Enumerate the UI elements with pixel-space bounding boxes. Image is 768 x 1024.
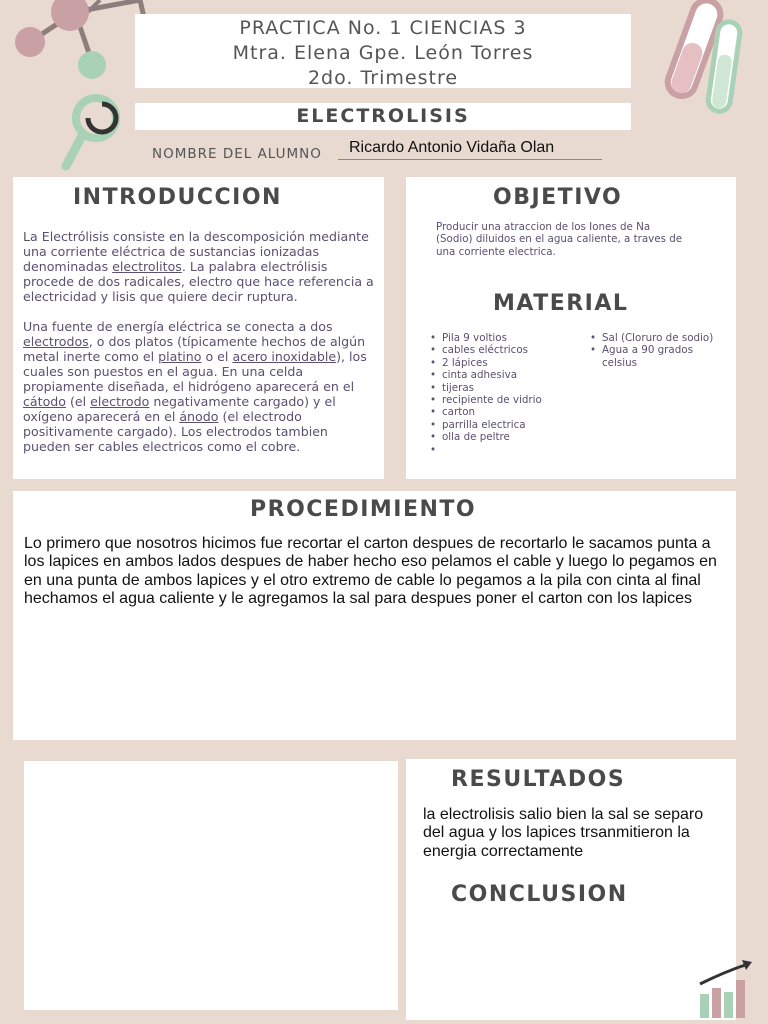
header-line-2: Mtra. Elena Gpe. León Torres: [232, 42, 534, 64]
header-box: [135, 14, 631, 88]
material-item: • tijeras: [430, 382, 542, 394]
material-item: • carton: [430, 406, 542, 418]
intro-card: [13, 177, 384, 479]
intro-paragraph-1: La Electrólisis consiste en la descomposición mediante una corriente eléctrica de sustancias ionizadas denominadas electrolitos. La palabra electrólisis procede de dos radicales, electro que hace referencia a electricidad y lisis que quiere decir ruptura.: [23, 229, 374, 304]
material-heading: MATERIAL: [493, 291, 629, 316]
empty-image-card: [24, 761, 398, 1010]
material-item: • Sal (Cloruro de sodio): [590, 332, 713, 344]
material-list-1: [430, 332, 542, 444]
student-name-label: NOMBRE DEL ALUMNO: [152, 146, 322, 162]
link-acero-inoxidable[interactable]: acero inoxidable: [232, 349, 337, 364]
procedure-heading: PROCEDIMIENTO: [250, 497, 477, 522]
results-conclusion-card: [406, 759, 736, 1020]
student-name-underline: [338, 159, 602, 160]
material-item: • olla de peltre: [430, 431, 542, 443]
objective-heading: OBJETIVO: [493, 185, 623, 210]
link-anodo[interactable]: ánodo: [179, 409, 219, 424]
results-heading: RESULTADOS: [451, 767, 626, 792]
material-item: • 2 lápices: [430, 357, 542, 369]
student-name-value: Ricardo Antonio Vidaña Olan: [349, 139, 555, 156]
link-catodo[interactable]: cátodo: [23, 394, 66, 409]
link-electrodo[interactable]: electrodo: [90, 394, 150, 409]
conclusion-heading: CONCLUSION: [451, 882, 628, 907]
intro-paragraph-2: Una fuente de energía eléctrica se conecta a dos electrodos, o dos platos (típicamente hechos de algún metal inerte como el platino o el acero inoxidable), los cuales son puestos en el agua. En una celda propiamente diseñada, el hidrógeno aparecerá en el cátodo (el electrodo negativamente cargado) y el oxígeno aparecerá en el ánodo (el electrodo positivamente cargado). Los electrodos tambien pueden ser cables electricos como el cobre.: [23, 319, 367, 454]
material-list-2: [590, 332, 713, 369]
objective-text: Producir una atraccion de los Iones de Na (Sodio) diluidos en el agua caliente, a traves de una corriente electrica.: [436, 221, 683, 258]
material-item: • cinta adhesiva: [430, 369, 542, 381]
procedure-text: Lo primero que nosotros hicimos fue recortar el carton despues de recortarlo le sacamos punta a los lapices en ambos lados despues de haber hecho eso pelamos el cable y luego lo pegamos en en una punta de ambos lapices y el otro extremo de cable lo pegamos a la pila con cinta al final hechamos el agua caliente y le agregamos la sal para despues poner el carton con los lapices: [24, 535, 717, 608]
material-item: celsius: [602, 356, 637, 369]
material-item: • Agua a 90 grados: [590, 344, 713, 356]
material-item: • recipiente de vidrio: [430, 394, 542, 406]
test-tubes-icon: [648, 0, 758, 120]
document-title: ELECTROLISIS: [135, 103, 631, 130]
intro-heading: INTRODUCCION: [73, 185, 282, 210]
material-item: • parrilla electrica: [430, 419, 542, 431]
link-platino[interactable]: platino: [158, 349, 202, 364]
header-line-3: 2do. Trimestre: [307, 67, 459, 89]
link-electrodos[interactable]: electrodos: [23, 334, 89, 349]
intro-text: [23, 229, 379, 469]
link-electrolitos[interactable]: electrolitos: [112, 259, 182, 274]
results-text: la electrolisis salio bien la sal se separo del agua y los lapices trsanmitieron la energia correctamente: [423, 806, 704, 860]
procedure-card: [13, 491, 736, 740]
material-item: • Pila 9 voltios: [430, 332, 542, 344]
header-line-1: PRACTICA No. 1 CIENCIAS 3: [239, 17, 527, 39]
material-item: • cables eléctricos: [430, 344, 542, 356]
growth-chart-icon: [696, 958, 756, 1020]
magnifier-icon: [58, 92, 128, 172]
objective-material-card: [406, 177, 736, 479]
